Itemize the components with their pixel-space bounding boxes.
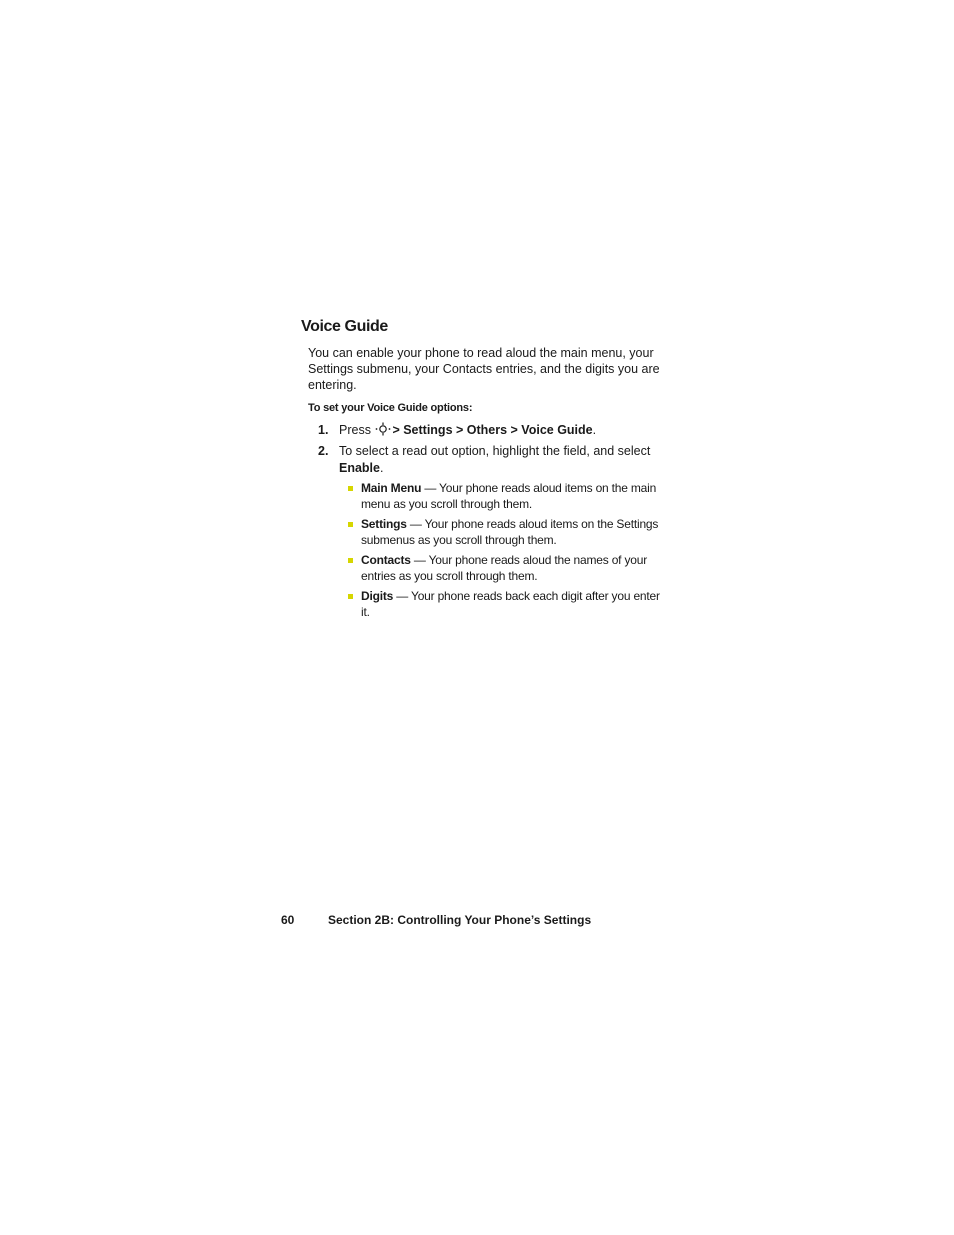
step-number: 1. [318,423,329,437]
option-term: Contacts [361,553,411,567]
bullet-icon [348,594,353,599]
bullet-icon [348,558,353,563]
nav-key-icon [375,422,391,436]
option-desc: — Your phone reads aloud items on the main menu as you scroll through them. [361,481,657,511]
intro-paragraph: You can enable your phone to read aloud the main menu, your Settings submenu, your Contacts entries, and the digits you are entering. [308,346,660,392]
menu-path: > Settings > Others > Voice Guide [392,423,593,437]
option-term: Settings [361,517,407,531]
option-term: Main Menu [361,481,422,495]
enable-option: Enable [339,461,380,475]
section-heading: Voice Guide [301,318,388,335]
bullet-icon [348,486,353,491]
page-number: 60 [281,913,295,927]
option-term: Digits [361,589,394,603]
step-number: 2. [318,444,329,458]
step-text: To select a read out option, highlight the field, and select Enable. [339,444,651,475]
option-desc: — Your phone reads aloud the names of your entries as you scroll through them. [361,553,647,583]
step-text: Press > Settings > Others > Voice Guide. [339,423,597,437]
bullet-icon [348,522,353,527]
procedure-subheading: To set your Voice Guide options: [308,402,473,414]
option-desc: — Your phone reads aloud items on the Settings submenus as you scroll through them. [361,517,659,547]
footer-section-title: Section 2B: Controlling Your Phone’s Settings [328,913,592,927]
step-press-label: Press [339,423,371,437]
option-desc: — Your phone reads back each digit after you enter it. [361,589,660,619]
